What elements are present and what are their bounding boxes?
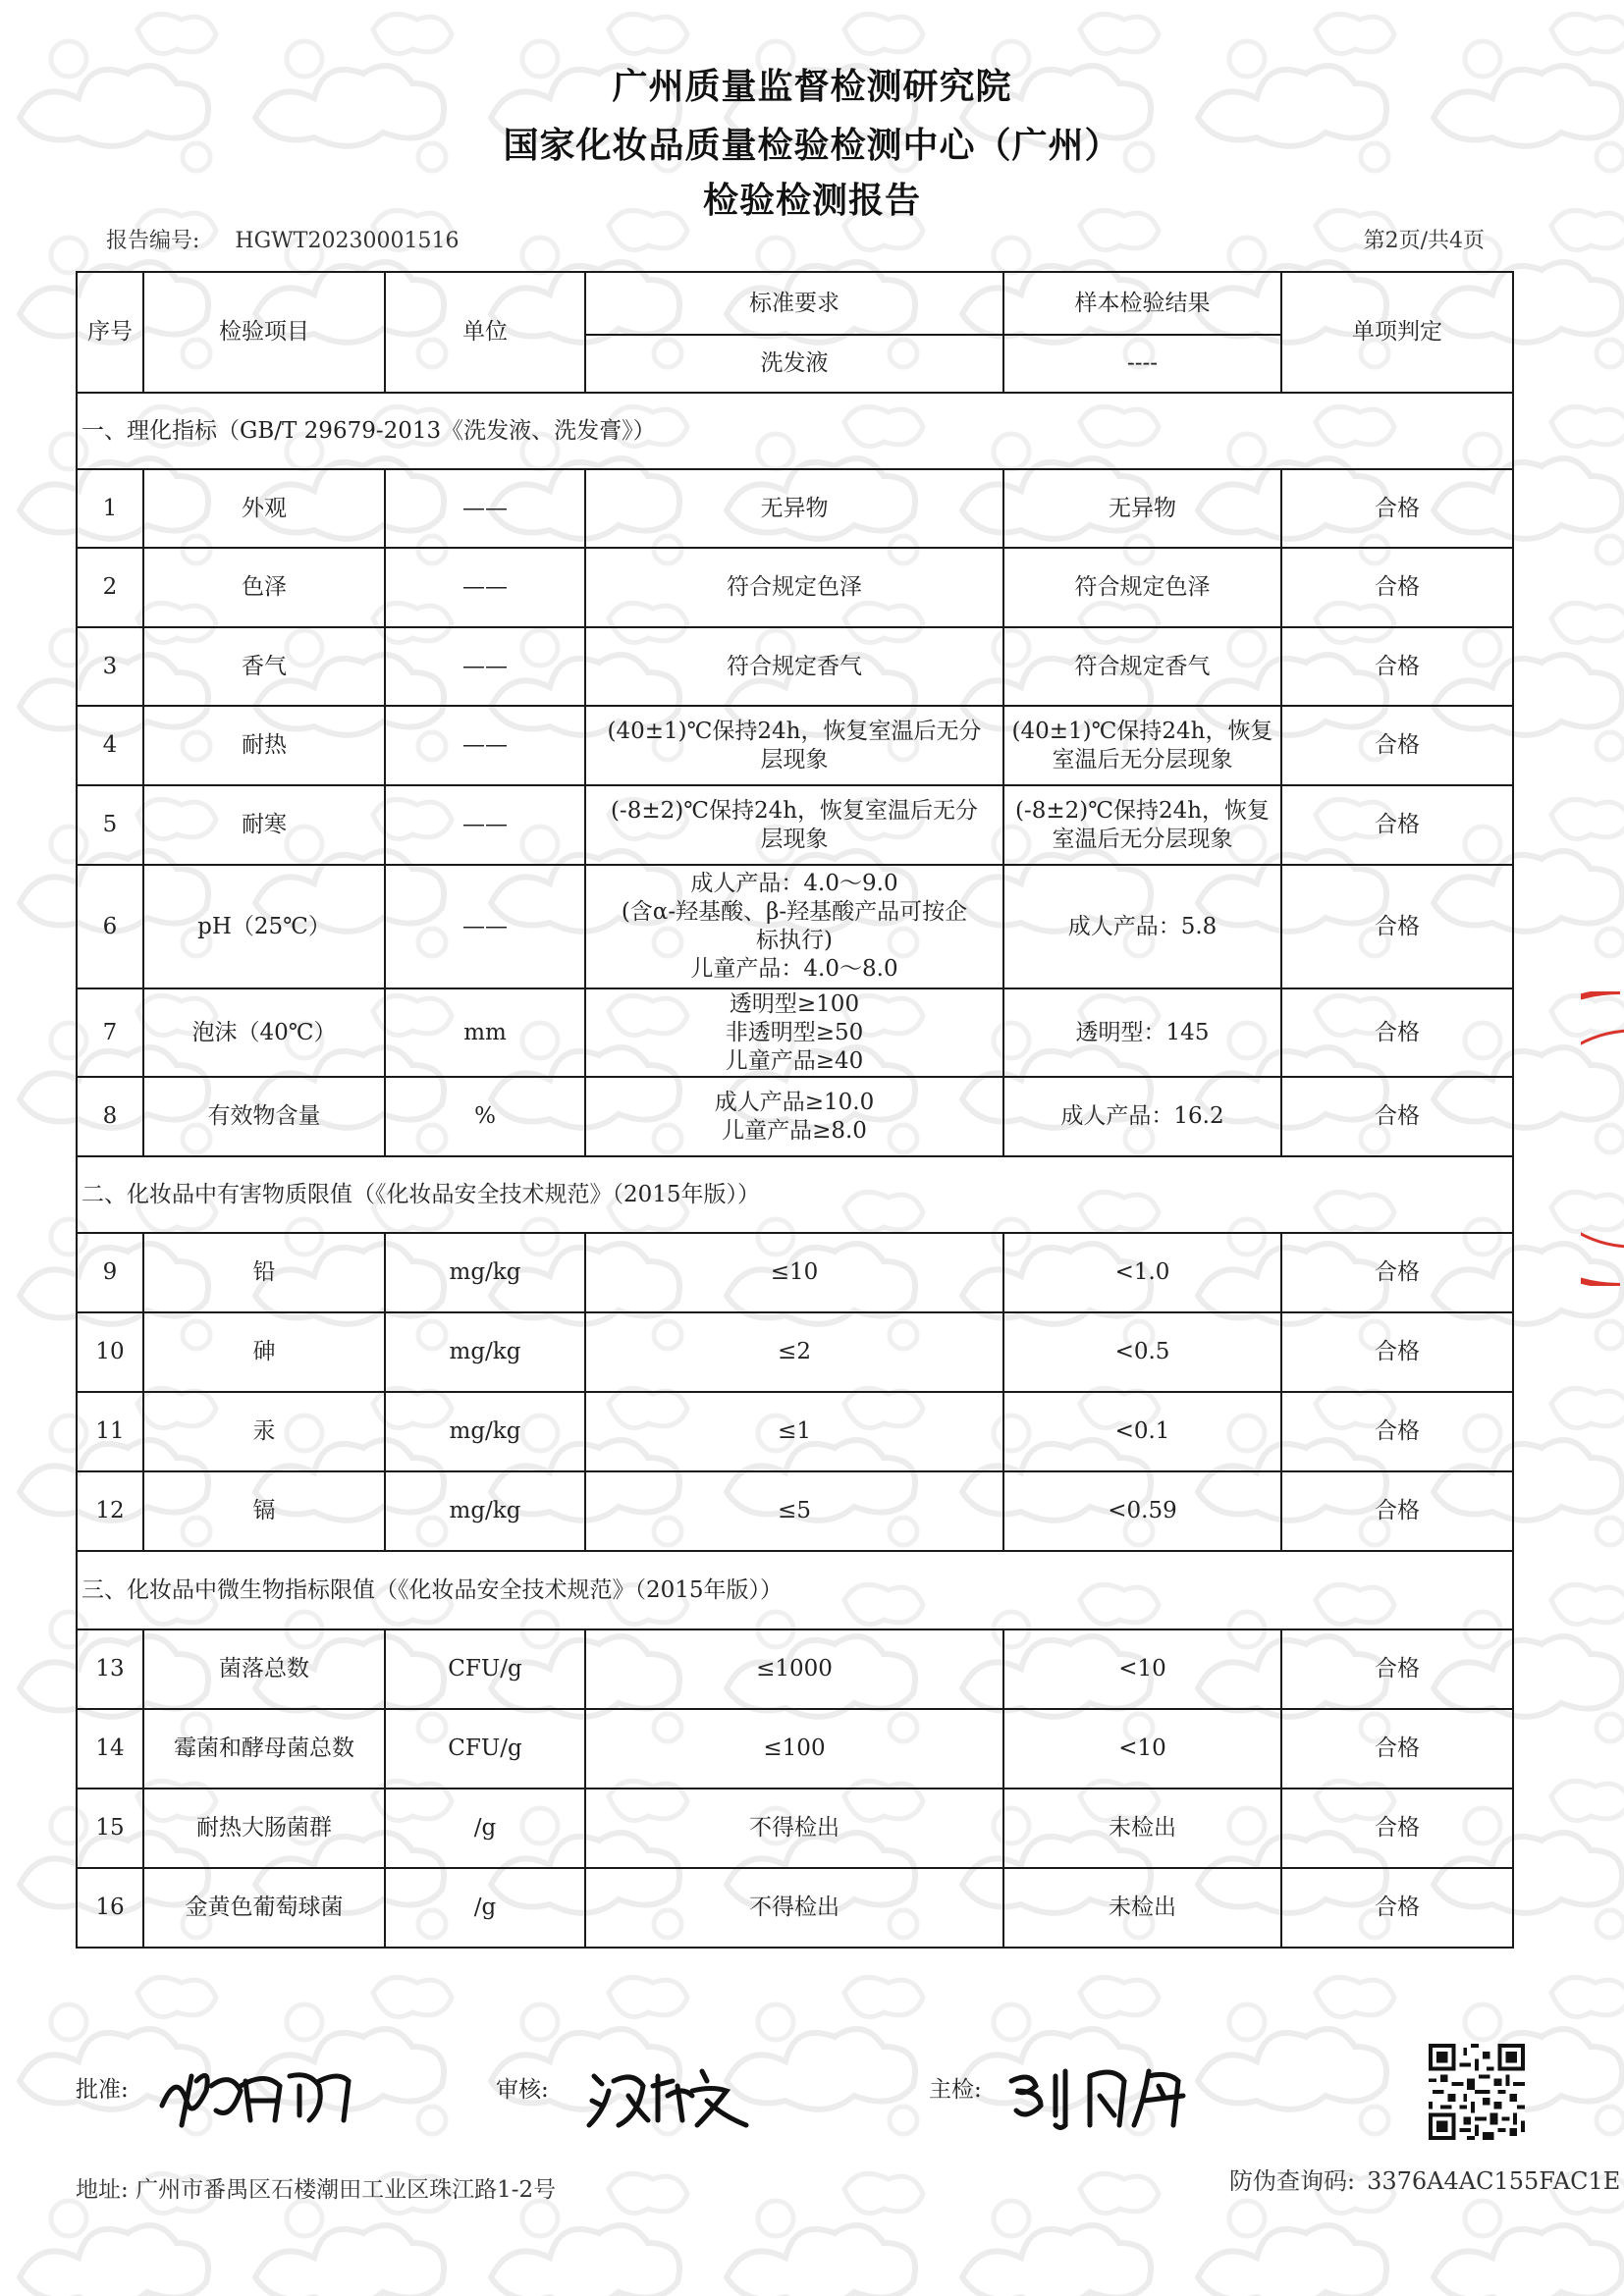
row-number: 4 xyxy=(77,706,143,785)
row-standard xyxy=(585,1077,1003,1156)
row-item: 色泽 xyxy=(143,548,385,627)
row-item: 金黄色葡萄球菌 xyxy=(143,1868,385,1948)
result-line: 成人产品：5.8 xyxy=(1067,913,1218,939)
row-standard xyxy=(585,627,1003,706)
row-result xyxy=(1003,785,1281,865)
standard-line: 标执行) xyxy=(756,928,833,953)
header-item: 检验项目 xyxy=(143,272,385,393)
row-item: 铅 xyxy=(143,1233,385,1312)
row-item: 耐热 xyxy=(143,706,385,785)
row-unit: mg/kg xyxy=(385,1312,585,1392)
row-standard xyxy=(585,1312,1003,1392)
header-unit: 单位 xyxy=(385,272,585,393)
row-unit: —— xyxy=(385,548,585,627)
standard-line: 透明型≥100 xyxy=(729,990,860,1017)
address-value: 广州市番禺区石楼潮田工业区珠江路1-2号 xyxy=(135,2177,557,2203)
row-result xyxy=(1003,627,1281,706)
row-number: 15 xyxy=(77,1789,143,1868)
row-judgement: 合格 xyxy=(1281,1789,1513,1868)
result-line: 无异物 xyxy=(1109,495,1176,521)
section-row xyxy=(77,1551,1513,1629)
row-unit: CFU/g xyxy=(385,1709,585,1789)
standard-line: (含α-羟基酸、β-羟基酸产品可按企 xyxy=(621,899,968,925)
standard-line: (40±1)℃保持24h，恢复室温后无分 xyxy=(607,718,982,744)
table-row xyxy=(77,1312,1513,1392)
row-unit: —— xyxy=(385,627,585,706)
row-judgement: 合格 xyxy=(1281,1629,1513,1709)
row-standard xyxy=(585,785,1003,865)
row-item: 汞 xyxy=(143,1392,385,1471)
row-result xyxy=(1003,706,1281,785)
row-unit: —— xyxy=(385,865,585,988)
table-row xyxy=(77,469,1513,548)
section-row xyxy=(77,393,1513,469)
row-result xyxy=(1003,548,1281,627)
row-number: 14 xyxy=(77,1709,143,1789)
table-row xyxy=(77,627,1513,706)
table-row xyxy=(77,865,1513,988)
row-unit: —— xyxy=(385,706,585,785)
table-row xyxy=(77,1077,1513,1156)
report-number xyxy=(106,224,459,254)
row-standard xyxy=(585,1629,1003,1709)
row-item: 香气 xyxy=(143,627,385,706)
row-standard xyxy=(585,1392,1003,1471)
standard-line: ≤1000 xyxy=(756,1656,833,1682)
review-label: 审核: xyxy=(496,2077,549,2103)
result-line: 符合规定色泽 xyxy=(1074,574,1211,600)
inspect-label: 主检: xyxy=(929,2077,982,2103)
table-row xyxy=(77,1471,1513,1551)
result-line: 未检出 xyxy=(1109,1815,1176,1841)
row-judgement: 合格 xyxy=(1281,627,1513,706)
row-judgement: 合格 xyxy=(1281,1077,1513,1156)
table-row xyxy=(77,785,1513,865)
row-item: 耐热大肠菌群 xyxy=(143,1789,385,1868)
inspection-table xyxy=(76,271,1514,1949)
address xyxy=(76,2171,556,2204)
row-item: pH（25℃） xyxy=(143,865,385,988)
anti-fake-label: 防伪查询码: xyxy=(1229,2167,1356,2195)
standard-line: 成人产品≥10.0 xyxy=(714,1089,875,1115)
row-number: 10 xyxy=(77,1312,143,1392)
row-item: 霉菌和酵母菌总数 xyxy=(143,1709,385,1789)
result-line: <0.1 xyxy=(1114,1418,1170,1444)
row-standard xyxy=(585,1789,1003,1868)
row-number: 16 xyxy=(77,1868,143,1948)
table-row xyxy=(77,1629,1513,1709)
row-result xyxy=(1003,1868,1281,1948)
standard-line: 符合规定香气 xyxy=(727,653,862,679)
row-item: 外观 xyxy=(143,469,385,548)
row-judgement: 合格 xyxy=(1281,988,1513,1077)
row-standard xyxy=(585,988,1003,1077)
page-indicator: 第2页/共4页 xyxy=(1363,229,1485,253)
row-number: 5 xyxy=(77,785,143,865)
row-result xyxy=(1003,1789,1281,1868)
row-number: 9 xyxy=(77,1233,143,1312)
row-judgement: 合格 xyxy=(1281,1392,1513,1471)
table-row xyxy=(77,1392,1513,1471)
anti-fake-value: 3376A4AC155FAC1E xyxy=(1367,2167,1621,2195)
row-judgement: 合格 xyxy=(1281,865,1513,988)
standard-line: 儿童产品≥40 xyxy=(725,1047,864,1074)
row-unit: mg/kg xyxy=(385,1233,585,1312)
report-number-value: HGWT20230001516 xyxy=(235,229,460,253)
standard-line: 符合规定色泽 xyxy=(727,574,862,600)
row-judgement: 合格 xyxy=(1281,469,1513,548)
table-row xyxy=(77,1868,1513,1948)
row-result xyxy=(1003,1392,1281,1471)
standard-line: ≤1 xyxy=(778,1418,811,1444)
standard-line: 儿童产品：4.0～8.0 xyxy=(690,956,898,982)
center-title: 国家化妆品质量检验检测中心（广州） xyxy=(503,126,1121,166)
row-number: 2 xyxy=(77,548,143,627)
header-row xyxy=(77,272,1513,335)
result-line: <0.59 xyxy=(1108,1498,1177,1523)
section-row xyxy=(77,1156,1513,1233)
standard-line: (-8±2)℃保持24h，恢复室温后无分 xyxy=(610,797,979,824)
standard-line: 层现象 xyxy=(760,826,829,852)
red-seal-stamp xyxy=(1581,991,1624,1286)
standard-line: 无异物 xyxy=(760,495,829,521)
report-title: 检验检测报告 xyxy=(702,181,921,221)
row-judgement: 合格 xyxy=(1281,548,1513,627)
row-number: 8 xyxy=(77,1077,143,1156)
row-number: 11 xyxy=(77,1392,143,1471)
row-number: 3 xyxy=(77,627,143,706)
result-line: (40±1)℃保持24h，恢复 xyxy=(1011,718,1273,744)
section-title: 二、化妆品中有害物质限值（《化妆品安全技术规范》（2015年版）） xyxy=(77,1156,1513,1233)
result-line: <10 xyxy=(1118,1656,1166,1682)
row-item: 镉 xyxy=(143,1471,385,1551)
standard-line: 不得检出 xyxy=(749,1815,839,1841)
row-standard xyxy=(585,1868,1003,1948)
row-judgement: 合格 xyxy=(1281,706,1513,785)
row-number: 1 xyxy=(77,469,143,548)
inspect-signature xyxy=(1001,2056,1208,2135)
report-number-label: 报告编号: xyxy=(106,229,200,253)
approve-signature xyxy=(152,2056,358,2135)
standard-line: ≤10 xyxy=(770,1259,819,1285)
row-unit: —— xyxy=(385,785,585,865)
row-standard xyxy=(585,1471,1003,1551)
standard-line: 儿童产品≥8.0 xyxy=(722,1117,867,1144)
row-judgement: 合格 xyxy=(1281,1312,1513,1392)
table-row xyxy=(77,1709,1513,1789)
row-standard xyxy=(585,1709,1003,1789)
row-standard xyxy=(585,706,1003,785)
row-result xyxy=(1003,1312,1281,1392)
review-signature xyxy=(584,2056,761,2135)
result-line: 成人产品：16.2 xyxy=(1060,1103,1224,1129)
header-seq: 序号 xyxy=(77,272,143,393)
row-item: 砷 xyxy=(143,1312,385,1392)
table-row xyxy=(77,548,1513,627)
result-line: 符合规定香气 xyxy=(1074,653,1211,679)
header-standard-sub: 洗发液 xyxy=(585,335,1003,393)
row-result xyxy=(1003,469,1281,548)
result-line: <10 xyxy=(1118,1735,1166,1761)
row-standard xyxy=(585,469,1003,548)
row-number: 13 xyxy=(77,1629,143,1709)
row-result xyxy=(1003,1233,1281,1312)
row-number: 12 xyxy=(77,1471,143,1551)
row-unit: % xyxy=(385,1077,585,1156)
result-line: 室温后无分层现象 xyxy=(1052,826,1233,852)
row-result xyxy=(1003,1471,1281,1551)
result-line: <0.5 xyxy=(1114,1339,1170,1364)
header-standard: 标准要求 xyxy=(585,272,1003,335)
row-item: 泡沫（40℃） xyxy=(143,988,385,1077)
row-unit: mg/kg xyxy=(385,1392,585,1471)
header-result: 样本检验结果 xyxy=(1003,272,1281,335)
header-result-sub: ---- xyxy=(1003,335,1281,393)
row-item: 耐寒 xyxy=(143,785,385,865)
row-result xyxy=(1003,1709,1281,1789)
institute-title: 广州质量监督检测研究院 xyxy=(612,67,1012,107)
row-judgement: 合格 xyxy=(1281,1233,1513,1312)
table-row xyxy=(77,706,1513,785)
result-line: (-8±2)℃保持24h，恢复 xyxy=(1014,797,1271,824)
row-result xyxy=(1003,1629,1281,1709)
row-standard xyxy=(585,548,1003,627)
row-result xyxy=(1003,988,1281,1077)
row-judgement: 合格 xyxy=(1281,1868,1513,1948)
standard-line: 成人产品：4.0～9.0 xyxy=(690,871,898,896)
row-unit: mm xyxy=(385,988,585,1077)
address-label: 地址: xyxy=(76,2177,129,2203)
row-unit: /g xyxy=(385,1868,585,1948)
approve-label: 批准: xyxy=(76,2077,129,2103)
standard-line: ≤100 xyxy=(763,1735,826,1761)
row-judgement: 合格 xyxy=(1281,1709,1513,1789)
row-unit: mg/kg xyxy=(385,1471,585,1551)
row-judgement: 合格 xyxy=(1281,1471,1513,1551)
row-number: 7 xyxy=(77,988,143,1077)
row-standard xyxy=(585,865,1003,988)
standard-line: ≤2 xyxy=(778,1339,811,1364)
header-judgement: 单项判定 xyxy=(1281,272,1513,393)
result-line: 透明型：145 xyxy=(1075,1019,1210,1045)
result-line: 未检出 xyxy=(1109,1895,1176,1920)
table-row xyxy=(77,1233,1513,1312)
row-judgement: 合格 xyxy=(1281,785,1513,865)
row-unit: —— xyxy=(385,469,585,548)
result-line: <1.0 xyxy=(1114,1259,1170,1285)
standard-line: 层现象 xyxy=(760,746,829,773)
standard-line: 非透明型≥50 xyxy=(725,1019,864,1045)
anti-fake-code xyxy=(1229,2162,1620,2196)
table-row xyxy=(77,988,1513,1077)
row-result xyxy=(1003,865,1281,988)
standard-line: ≤5 xyxy=(778,1498,811,1523)
section-title: 一、理化指标（GB/T 29679-2013《洗发液、洗发膏》） xyxy=(77,393,1513,469)
row-unit: CFU/g xyxy=(385,1629,585,1709)
row-item: 菌落总数 xyxy=(143,1629,385,1709)
section-title: 三、化妆品中微生物指标限值（《化妆品安全技术规范》（2015年版）） xyxy=(77,1551,1513,1629)
row-result xyxy=(1003,1077,1281,1156)
table-row xyxy=(77,1789,1513,1868)
row-item: 有效物含量 xyxy=(143,1077,385,1156)
row-unit: /g xyxy=(385,1789,585,1868)
qr-code xyxy=(1429,2044,1525,2140)
row-standard xyxy=(585,1233,1003,1312)
row-number: 6 xyxy=(77,865,143,988)
result-line: 室温后无分层现象 xyxy=(1052,746,1233,773)
standard-line: 不得检出 xyxy=(749,1895,839,1920)
